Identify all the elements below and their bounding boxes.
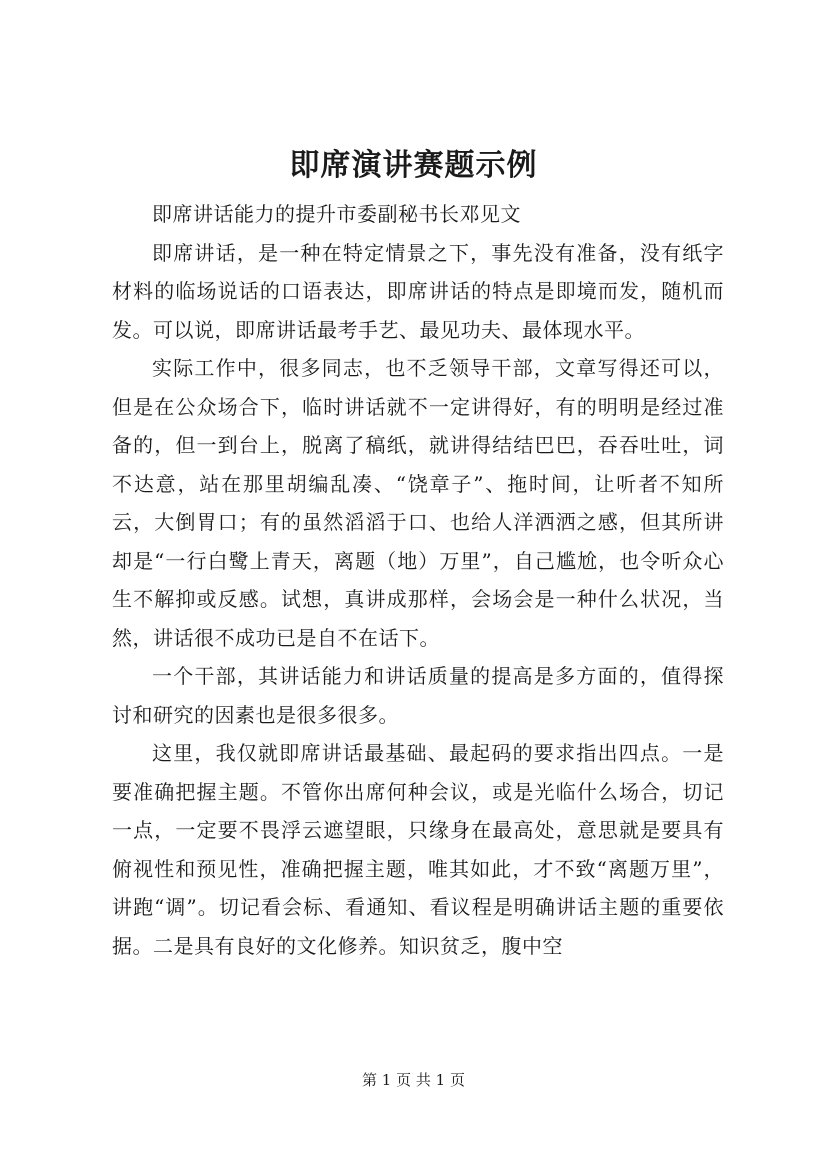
document-title: 即席演讲赛题示例 (289, 148, 538, 183)
paragraph: 即席讲话，是一种在特定情景之下，事先没有准备，没有纸字材料的临场说话的口语表达，即席讲话的特点是即境而发，随机而发。可以说，即席讲话最考手艺、最见功夫、最体现水平。 (112, 240, 724, 342)
page-number-footer: 第 1 页 共 1 页 (362, 1071, 465, 1089)
paragraph: 这里，我仅就即席讲话最基础、最起码的要求指出四点。一是要准确把握主题。不管你出席何种会议，或是光临什么场合，切记一点，一定要不畏浮云遮望眼，只缘身在最高处，意思就是要具有俯视性和预见性，准确把握主题，唯其如此，才不致“离题万里”，讲跑“调”。切记看会标、看通知、看议程是明确讲话主题的重要依据。二是具有良好的文化修养。知识贫乏，腹中空 (112, 741, 724, 958)
paragraph-subtitle: 即席讲话能力的提升市委副秘书长邓见文 (152, 202, 521, 226)
paragraph: 实际工作中，很多同志，也不乏领导干部，文章写得还可以，但是在公众场合下，临时讲话就不一定讲得好，有的明明是经过准备的，但一到台上，脱离了稿纸，就讲得结结巴巴，吞吞吐吐，词不达意，站在那里胡编乱凑、“饶章子”、拖时间，让听者不知所云，大倒胃口；有的虽然滔滔于口、也给人洋洒洒之感，但其所讲却是“一行白鹭上青天，离题（地）万里”，自己尴尬，也令听众心生不解抑或反感。试想，真讲成那样，会场会是一种什么状况，当然，讲话很不成功已是自不在话下。 (112, 356, 724, 650)
paragraph: 一个干部，其讲话能力和讲话质量的提高是多方面的，值得探讨和研究的因素也是很多很多。 (112, 664, 724, 727)
document-body (112, 195, 724, 965)
